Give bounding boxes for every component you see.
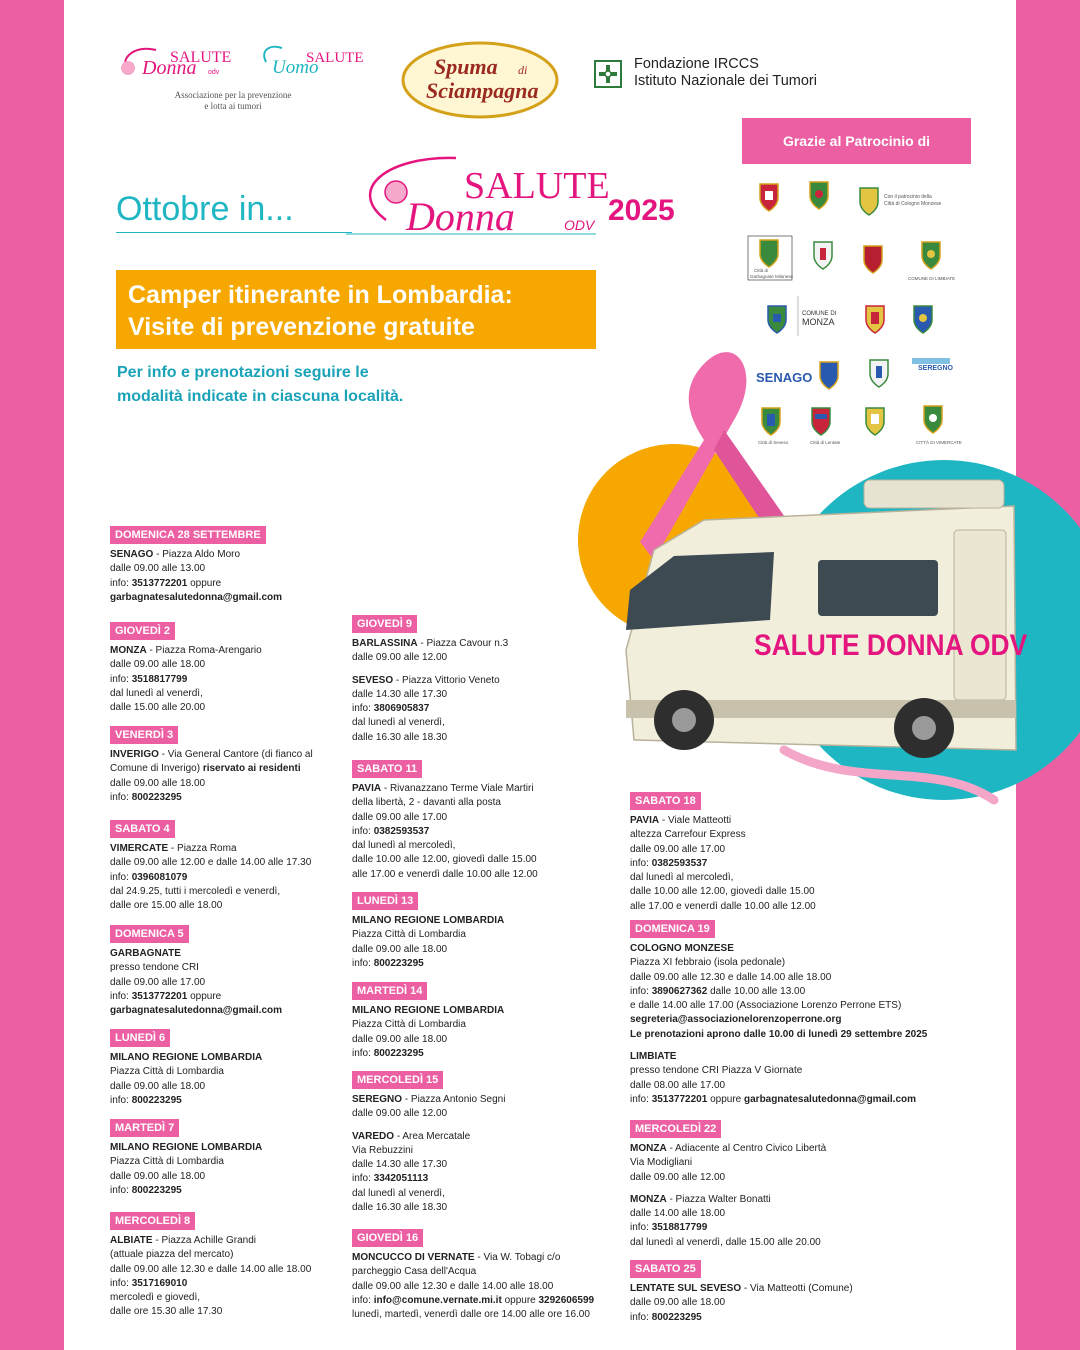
event-item [110,1028,262,1108]
event-line: SENAGO - Piazza Aldo Moro [110,549,241,560]
event-line: MONZA - Piazza Roma-Arengario [110,645,262,656]
event-line: info: 800223295 [110,1094,182,1106]
event-item [352,1070,505,1215]
event-details [352,637,508,745]
event-line: dalle 09.00 alle 17.00 [352,811,448,823]
event-line: VIMERCATE - Piazza Roma [110,843,237,854]
event-date: LUNEDÌ 6 [110,1029,170,1047]
svg-text:SEREGNO: SEREGNO [918,365,954,372]
event-line: info: 3513772201 oppure [110,990,222,1002]
event-line: MILANO REGIONE LOMBARDIA [352,1005,505,1016]
event-line: dalle 09.00 alle 18.00 [352,1033,448,1045]
svg-text:COMUNE DI LIMBIATE: COMUNE DI LIMBIATE [908,276,956,281]
event-item [110,525,282,605]
event-date: MERCOLEDÌ 22 [630,1120,721,1138]
event-line: dalle 09.00 alle 18.00 [110,659,206,671]
event-line [630,1042,927,1050]
event-line: VAREDO - Area Mercatale [352,1130,471,1142]
event-line: altezza Carrefour Express [630,829,746,841]
event-item [110,1211,311,1320]
event-line: Piazza XI febbraio (isola pedonale) [630,957,786,969]
event-details [110,842,311,913]
camper-illustration [534,330,1028,830]
event-date: DOMENICA 5 [110,925,189,943]
event-line: info: 0396081079 [110,871,188,883]
svg-text:Città di Seveso: Città di Seveso [758,440,789,445]
patrocinio-banner: Grazie al Patrocinio di [742,118,971,164]
event-line: info: 800223295 [352,957,424,969]
event-date: GIOVEDÌ 2 [110,622,175,640]
event-line: dalle 08.00 alle 17.00 [630,1079,726,1091]
event-line: Piazza Città di Lombardia [352,929,466,941]
event-line: info: 0382593537 [630,857,708,869]
event-line: dalle ore 15.30 alle 17.30 [110,1306,223,1318]
event-date: VENERDÌ 3 [110,726,178,744]
event-item [110,819,311,913]
event-line: Piazza Città di Lombardia [110,1156,224,1168]
svg-text:SALUTE: SALUTE [464,165,610,207]
info-line: modalità indicate in ciascuna località. [117,388,404,405]
event-item [110,725,313,805]
event-line: segreteria@associazionelorenzoperrone.org [630,1014,842,1026]
event-line: alle 17.00 e venerdì dalle 10.00 alle 12.00 [630,900,816,912]
event-date: DOMENICA 19 [630,920,715,938]
svg-text:Spuma: Spuma [434,54,498,79]
event-line: Le prenotazioni aprono dalle 10.00 di lunedì 29 settembre 2025 [630,1028,928,1040]
event-line: dal lunedì al venerdì, [110,687,203,699]
event-details [352,1004,504,1061]
event-date: GIOVEDÌ 16 [352,1229,423,1247]
svg-text:SALUTE DONNA ODV: SALUTE DONNA ODV [754,627,1028,662]
event-line: dalle 09.00 alle 12.00 e dalle 14.00 alle 17.30 [110,857,312,869]
event-item [110,1118,262,1198]
event-line [352,666,508,674]
event-line: dalle 16.30 alle 18.30 [352,1202,448,1214]
event-line: alle 17.00 e venerdì dalle 10.00 alle 12.00 [352,868,538,880]
svg-text:Garbagnate Milanese: Garbagnate Milanese [750,274,794,279]
event-line: info: 800223295 [110,791,182,803]
event-line: info: 3342051113 [352,1173,429,1185]
event-item [110,924,282,1018]
event-line: info: info@comune.vernate.mi.it oppure 3292606599 [352,1294,595,1306]
info-text [117,361,537,409]
event-line: dal lunedì al venerdì, dalle 15.00 alle 20.00 [630,1236,821,1248]
event-details [630,1142,826,1250]
event-details [630,814,816,914]
event-line: della libertà, 2 - davanti alla posta [352,797,501,809]
event-line: info: 800223295 [630,1311,702,1323]
title-salute-donna-logo [346,150,610,246]
event-line: SEVESO - Piazza Vittorio Veneto [352,674,500,686]
event-item [352,981,504,1061]
crest-icon [864,246,882,273]
crest-icon [814,242,832,269]
event-date: SABATO 11 [352,760,422,778]
event-item [630,791,816,914]
event-line: SEREGNO - Piazza Antonio Segni [352,1094,506,1105]
spuma-di-sciampagna-logo [400,40,560,120]
event-line: dalle 16.30 alle 18.30 [352,731,448,743]
crest-icon [860,188,878,215]
svg-text:Sciampagna: Sciampagna [426,78,539,103]
event-line [630,1185,826,1193]
event-line: Comune di Inverigo) riservato ai residenti [110,763,301,775]
crest-icon [768,306,786,333]
event-details [630,1282,853,1325]
event-line: dalle 10.00 alle 12.00, giovedì dalle 15.00 [630,886,815,898]
event-line: dalle 09.00 alle 18.00 [110,1080,206,1092]
crest-icon [914,306,932,333]
event-line: dalle 09.00 alle 12.00 [352,652,448,664]
event-line: PAVIA - Viale Matteotti [630,815,732,826]
event-line: e dalle 14.00 alle 17.00 (Associazione Lorenzo Perrone ETS) [630,1000,902,1012]
event-line: MILANO REGIONE LOMBARDIA [352,915,505,926]
event-item [630,1119,826,1250]
event-line: dalle 09.00 alle 18.00 [352,943,448,955]
event-line: dalle 09.00 alle 12.00 [630,1171,726,1183]
page-title [116,150,756,250]
event-details [110,1234,311,1320]
info-line: Per info e prenotazioni seguire le [117,364,369,381]
event-line: dalle 09.00 alle 18.00 [110,1170,206,1182]
event-date: DOMENICA 28 SETTEMBRE [110,526,266,544]
event-line: info: 800223295 [110,1184,182,1196]
event-line: dalle 09.00 alle 18.00 [110,777,206,789]
event-line: dal lunedì al mercoledì, [352,840,456,852]
event-line: LIMBIATE [630,1051,677,1063]
svg-text:di: di [518,63,528,77]
event-item [630,919,927,1107]
svg-text:COMUNE DI: COMUNE DI [802,311,837,317]
event-details [630,942,927,1107]
event-line: dalle 09.00 alle 17.00 [630,843,726,855]
svg-text:SENAGO: SENAGO [756,370,813,385]
headline-line: Camper itinerante in Lombardia: [128,281,513,309]
svg-text:Donna: Donna [142,57,197,79]
istituto-tumori-logo [594,56,854,96]
istituto-name-line: Fondazione IRCCS [634,56,759,72]
event-date: GIOVEDÌ 9 [352,615,417,633]
svg-text:MONZA: MONZA [802,317,835,327]
event-line: dalle 14.00 alle 18.00 [630,1208,726,1220]
event-item [352,1228,594,1322]
event-line: info: 3513772201 oppure [110,577,222,589]
event-item [352,759,538,882]
event-line: dalle 15.00 alle 20.00 [110,702,206,714]
event-line: dalle 10.00 alle 12.00, giovedì dalle 15.00 [352,854,537,866]
event-date: SABATO 25 [630,1260,701,1278]
event-date: MERCOLEDÌ 8 [110,1212,195,1230]
istituto-emblem-icon [594,60,622,88]
event-date: LUNEDÌ 13 [352,892,418,910]
event-details [352,1251,594,1322]
event-details [110,1141,262,1198]
event-line: info: 800223295 [352,1047,424,1059]
event-details [110,644,262,715]
event-details [352,782,538,882]
event-line: dal lunedì al venerdì, [352,1187,445,1199]
event-item [110,621,262,715]
event-line: dalle 14.30 alle 17.30 [352,688,448,700]
event-line: MONZA - Adiacente al Centro Civico Libertà [630,1143,827,1154]
event-line: MONZA - Piazza Walter Bonatti [630,1193,771,1205]
event-line: mercoledì e giovedì, [110,1292,201,1304]
event-line: dalle 09.00 alle 12.30 e dalle 14.00 alle 18.00 [352,1280,554,1292]
svg-text:Città di: Città di [754,268,769,273]
event-date: SABATO 18 [630,792,701,810]
event-line: (attuale piazza del mercato) [110,1249,234,1261]
event-details [352,914,504,971]
event-line: parcheggio Casa dell'Acqua [352,1266,477,1278]
poster [64,0,1028,1350]
event-date: MARTEDÌ 14 [352,982,427,1000]
event-line: MILANO REGIONE LOMBARDIA [110,1052,263,1063]
event-line: dalle 09.00 alle 18.00 [630,1297,726,1309]
event-line: lunedì, martedì, venerdì dalle ore 14.00 alle ore 16.00 [352,1309,590,1321]
event-line [352,1122,505,1130]
event-line: GARBAGNATE [110,948,181,959]
event-line: dalle 09.00 alle 12.30 e dalle 14.00 alle 18.00 [110,1263,312,1275]
svg-text:SALUTE: SALUTE [170,49,232,66]
svg-text:SALUTE: SALUTE [306,50,364,66]
event-details [110,1051,262,1108]
event-line: dalle 09.00 alle 17.00 [110,976,206,988]
event-line: MILANO REGIONE LOMBARDIA [110,1142,263,1153]
event-line: info: 3890627362 dalle 10.00 alle 13.00 [630,985,806,997]
caption-line: e lotta ai tumori [204,101,262,111]
event-line: COLOGNO MONZESE [630,943,734,954]
event-line: dal 24.9.25, tutti i mercoledì e venerdì, [110,885,281,897]
event-date: MERCOLEDÌ 15 [352,1071,443,1089]
svg-text:Città di Cologno Monzese: Città di Cologno Monzese [884,201,942,207]
event-line: info: 3517169010 [110,1277,188,1289]
event-item [630,1259,853,1325]
title-underline [116,232,352,233]
event-line: dalle 09.00 alle 13.00 [110,563,206,575]
title-prefix: Ottobre in... [116,190,294,228]
event-item [352,891,504,971]
crest-icon [810,182,828,209]
salute-uomo-logo [256,40,364,84]
svg-text:odv: odv [208,69,220,76]
event-line: info: 3518817799 [110,673,188,685]
event-line: MONCUCCO DI VERNATE - Via W. Tobagi c/o [352,1252,561,1263]
event-details [110,548,282,605]
event-line: INVERIGO - Via General Cantore (di fianco al [110,749,313,760]
event-line: PAVIA - Rivanazzano Terme Viale Martiri [352,783,534,794]
event-line: info: 3513772201 oppure garbagnatesalutedonna@gmail.com [630,1093,917,1105]
headline-box [116,270,596,349]
headline-line: Visite di prevenzione gratuite [128,313,475,341]
event-line: info: 3806905837 [352,703,430,715]
event-line: ALBIATE - Piazza Achille Grandi [110,1235,256,1246]
event-line: garbagnatesalutedonna@gmail.com [110,1005,283,1017]
event-line: LENTATE SUL SEVESO - Via Matteotti (Comune) [630,1283,853,1294]
event-line: dal lunedì al mercoledì, [630,872,734,884]
svg-text:CITTÀ DI VIMERCATE: CITTÀ DI VIMERCATE [916,440,962,445]
event-item [352,614,508,745]
svg-text:Uomo: Uomo [272,57,319,78]
event-line: dalle 09.00 alle 12.30 e dalle 14.00 alle 18.00 [630,971,832,983]
event-line: dal lunedì al venerdì, [352,717,445,729]
event-date: SABATO 4 [110,820,175,838]
event-line: dalle ore 15.00 alle 18.00 [110,900,223,912]
event-line: dalle 14.30 alle 17.30 [352,1159,448,1171]
crest-icon [760,184,778,211]
event-line: presso tendone CRI [110,962,199,974]
event-details [110,947,282,1018]
event-line: Piazza Città di Lombardia [110,1066,224,1078]
event-line: info: 0382593537 [352,825,430,837]
event-line: presso tendone CRI Piazza V Giornate [630,1065,803,1077]
event-date: MARTEDÌ 7 [110,1119,179,1137]
svg-text:Donna: Donna [406,194,515,239]
event-line: garbagnatesalutedonna@gmail.com [110,591,283,603]
caption-line: Associazione per la prevenzione [174,90,292,100]
title-year: 2025 [608,194,675,227]
event-line: info: 3518817799 [630,1222,708,1234]
event-details [352,1093,505,1215]
svg-text:Con il patrocinio della: Con il patrocinio della [884,194,932,200]
event-line: Via Modigliani [630,1157,693,1169]
svg-text:ODV: ODV [564,217,595,233]
event-line: Via Rebuzzini [352,1144,413,1156]
event-details [110,748,313,805]
crest-icon [866,306,884,333]
crest-icon [922,242,940,269]
svg-text:Città di Lentate: Città di Lentate [810,440,841,445]
event-line: BARLASSINA - Piazza Cavour n.3 [352,638,509,649]
event-line: Piazza Città di Lombardia [352,1019,466,1031]
event-line: dalle 09.00 alle 12.00 [352,1108,448,1120]
istituto-name-line: Istituto Nazionale dei Tumori [634,73,817,89]
association-caption [168,90,298,112]
